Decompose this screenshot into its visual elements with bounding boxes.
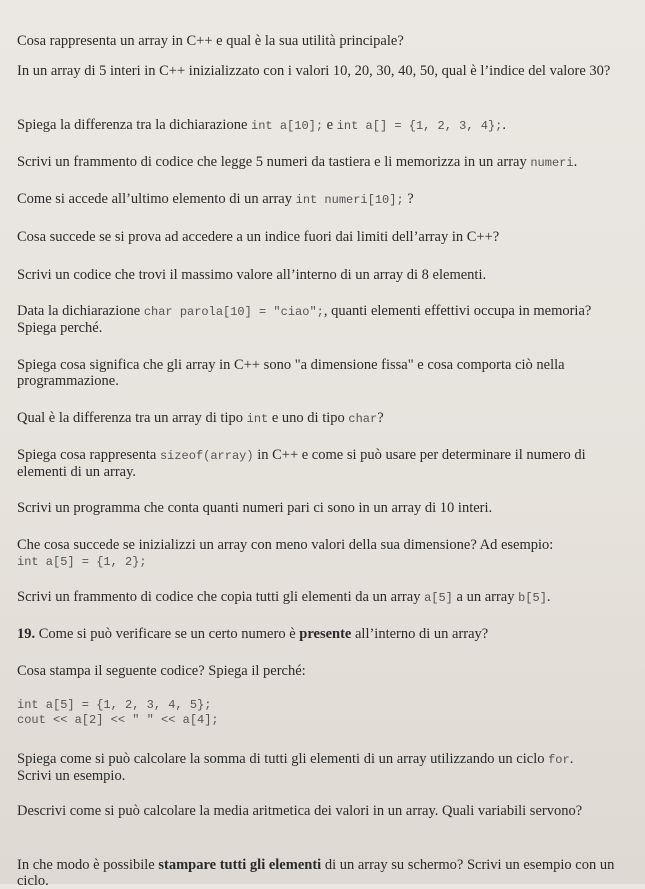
question-text: In un array di 5 interi in C++ inizializzato con i valori 10, 20, 30, 40, 50, qual è l’indice del valore 30? [17,63,611,79]
code-line: int a[5] = {1, 2, 3, 4, 5}; [17,698,212,712]
inline-code: for [548,753,570,767]
question-copy-array [17,589,629,606]
question-text: . [546,589,551,605]
question-int-vs-char [17,410,629,427]
inline-code: int a[10]; [251,119,324,133]
inline-code: sizeof(array) [159,449,254,463]
question-text: In che modo è possibile [17,857,159,873]
question-text: Come si accede all’ultimo elemento di un array [17,191,296,207]
inline-code: a[5] [424,591,453,605]
question-text: Scrivi un programma che conta quanti numeri pari ci sono in un array di 10 interi. [17,500,493,516]
question-text: Qual è la differenza tra un array di tipo [17,410,247,426]
question-find-max [17,267,629,283]
question-out-of-bounds [17,229,629,245]
question-sum-with-for [17,751,629,784]
bold-text: presente [299,626,352,642]
question-count-even [17,500,629,516]
question-text: e [323,117,337,133]
question-average [17,803,629,819]
question-text: Cosa stampa il seguente codice? Spiega il perché: [17,663,306,679]
inline-code: int a[5] = {1, 2}; [17,555,147,569]
question-number: 19. [17,626,36,642]
question-text: Che cosa succede se inizializzi un array con meno valori della sua dimensione? Ad esempio: [17,537,554,553]
question-read-five-numbers [17,154,629,171]
question-text: . [569,751,574,767]
inline-code: b[5] [518,591,547,605]
question-text: Scrivi un frammento di codice che copia tutti gli elementi da un array [17,589,425,605]
inline-code: numeri [530,156,574,170]
question-index-of-30 [17,63,629,79]
question-text: di un array su schermo? Scrivi un esempio con un ciclo. [17,857,615,889]
question-text: ? [403,191,414,207]
inline-code: int numeri[10]; [295,193,404,207]
question-text: all’interno di un array? [351,626,489,642]
question-text: Spiega la differenza tra la dichiarazione [17,117,252,133]
code-line: cout << a[2] << " " << a[4]; [17,713,219,727]
question-declaration-difference [17,117,629,134]
question-array-meaning [17,33,629,49]
question-text: Cosa rappresenta un array in C++ e qual è la sua utilità principale? [17,33,404,49]
question-text: Scrivi un esempio. [17,768,126,784]
question-char-array-memory [17,303,629,336]
question-text: Scrivi un frammento di codice che legge 5 numeri da tastiera e li memorizza in un array [17,154,531,170]
question-partial-init [17,537,629,570]
question-last-element [17,191,629,208]
question-text: ? [377,410,384,426]
code-snippet [17,698,629,728]
inline-code: char parola[10] = "ciao"; [143,305,324,319]
question-text: Descrivi come si può calcolare la media aritmetica dei valori in un array. Quali variabili servono? [17,803,583,819]
question-text: , quanti elementi effettivi occupa in memoria? Spiega perché. [17,303,592,336]
inline-code: int a[] = {1, 2, 3, 4}; [336,119,503,133]
question-text: in C++ e come si può usare per determinare il numero di elementi di un array. [17,447,586,480]
question-search-value [17,626,629,642]
question-fixed-size [17,357,629,389]
question-text: Scrivi un codice che trovi il massimo valore all’interno di un array di 8 elementi. [17,267,487,283]
question-what-prints [17,663,629,679]
inline-code: int [246,412,269,426]
inline-code: char [348,412,378,426]
question-sizeof [17,447,629,480]
question-text: . [573,154,578,170]
question-text: Spiega cosa rappresenta [17,447,160,463]
question-text: Data la dichiarazione [17,303,144,319]
question-print-all [17,857,629,889]
question-text: Spiega come si può calcolare la somma di tutti gli elementi di un array utilizzando un ciclo [17,751,549,767]
question-text: Spiega cosa significa che gli array in C++ sono "a dimensione fissa" e cosa comporta ciò nella programmazione. [17,357,565,389]
bold-text: stampare tutti gli elementi [158,857,322,873]
question-text: . [502,117,506,133]
question-text: Come si può verificare se un certo numero è [35,626,300,642]
question-text: a un array [452,589,519,605]
question-text: e uno di tipo [268,410,349,426]
question-text: Cosa succede se si prova ad accedere a un indice fuori dai limiti dell’array in C++? [17,229,500,245]
